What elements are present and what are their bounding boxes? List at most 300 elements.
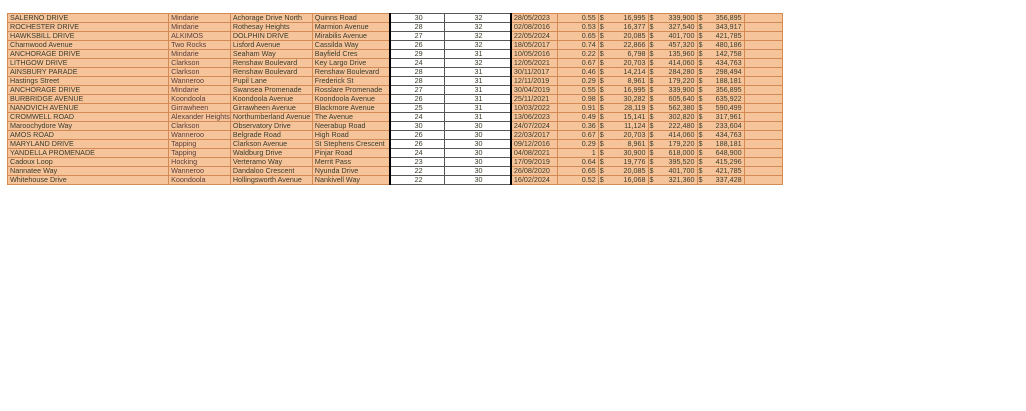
amount-cell-2[interactable] (648, 41, 697, 50)
date-cell[interactable]: 12/05/2021 (511, 59, 558, 68)
value-cell-1[interactable]: 30 (390, 122, 445, 131)
empty-cell[interactable] (744, 149, 782, 158)
street-cell[interactable]: BURBRIDGE AVENUE (8, 95, 169, 104)
empty-cell[interactable] (744, 140, 782, 149)
amount-cell-1[interactable] (598, 77, 648, 86)
currency-symbol: $ (649, 22, 654, 31)
from-street-cell[interactable]: Rothesay Heights (230, 23, 312, 32)
currency-symbol: $ (599, 130, 604, 139)
to-street-cell[interactable]: Quinns Road (312, 14, 390, 23)
table-row (8, 122, 1026, 131)
currency-symbol: $ (698, 67, 703, 76)
street-cell[interactable]: Cadoux Loop (8, 158, 169, 167)
value-cell-2[interactable]: 30 (445, 158, 511, 167)
value-cell-1[interactable]: 24 (390, 113, 445, 122)
value-cell-2[interactable]: 32 (445, 23, 511, 32)
value-cell-1[interactable]: 25 (390, 104, 445, 113)
suburb-cell[interactable]: Clarkson (169, 68, 231, 77)
empty-cell[interactable] (744, 23, 782, 32)
value-cell-1[interactable]: 24 (390, 59, 445, 68)
empty-cell[interactable] (744, 77, 782, 86)
from-street-cell[interactable]: Observatory Drive (230, 122, 312, 131)
empty-cell[interactable] (744, 86, 782, 95)
ratio-cell[interactable]: 0.74 (557, 41, 598, 50)
amount-value: 6,798 (627, 49, 646, 58)
currency-symbol: $ (599, 85, 604, 94)
amount-value: 339,900 (668, 13, 695, 22)
amount-cell-3[interactable] (697, 50, 744, 59)
amount-cell-2[interactable] (648, 59, 697, 68)
street-cell[interactable]: ANCHORAGE DRIVE (8, 50, 169, 59)
table-row (8, 158, 1026, 167)
from-street-cell[interactable]: Clarkson Avenue (230, 140, 312, 149)
currency-symbol: $ (599, 148, 604, 157)
suburb-cell[interactable]: Girrawheen (169, 104, 231, 113)
suburb-cell[interactable]: Two Rocks (169, 41, 231, 50)
to-street-cell[interactable]: Frederick St (312, 77, 390, 86)
suburb-cell[interactable]: Tapping (169, 149, 231, 158)
to-street-cell[interactable]: The Avenue (312, 113, 390, 122)
empty-cell[interactable] (744, 14, 782, 23)
date-cell[interactable]: 16/02/2024 (511, 176, 558, 185)
ratio-cell[interactable]: 0.67 (557, 131, 598, 140)
from-street-cell[interactable]: Hollingsworth Avenue (230, 176, 312, 185)
amount-cell-2[interactable] (648, 14, 697, 23)
amount-value: 590,499 (715, 103, 742, 112)
street-cell[interactable]: YANDELLA PROMENADE (8, 149, 169, 158)
amount-cell-2[interactable] (648, 104, 697, 113)
to-street-cell[interactable]: Pinjar Road (312, 149, 390, 158)
date-cell[interactable]: 10/05/2016 (511, 50, 558, 59)
to-street-cell[interactable]: Neerabup Road (312, 122, 390, 131)
currency-symbol: $ (649, 49, 654, 58)
amount-cell-2[interactable] (648, 50, 697, 59)
value-cell-2[interactable]: 32 (445, 14, 511, 23)
amount-cell-3[interactable] (697, 167, 744, 176)
to-street-cell[interactable]: Rosslare Promenade (312, 86, 390, 95)
suburb-cell[interactable]: Mindarie (169, 50, 231, 59)
amount-cell-1[interactable] (598, 41, 648, 50)
date-cell[interactable]: 22/05/2024 (511, 32, 558, 41)
amount-cell-1[interactable] (598, 23, 648, 32)
date-cell[interactable]: 18/05/2017 (511, 41, 558, 50)
amount-cell-3[interactable] (697, 149, 744, 158)
street-cell[interactable]: AMOS ROAD (8, 131, 169, 140)
currency-symbol: $ (698, 157, 703, 166)
amount-cell-3[interactable] (697, 122, 744, 131)
amount-cell-2[interactable] (648, 32, 697, 41)
suburb-cell[interactable]: Koondoola (169, 95, 231, 104)
value-cell-2[interactable]: 30 (445, 167, 511, 176)
from-street-cell[interactable]: Koondoola Avenue (230, 95, 312, 104)
date-cell[interactable]: 12/11/2019 (511, 77, 558, 86)
amount-cell-3[interactable] (697, 158, 744, 167)
ratio-cell[interactable]: 0.22 (557, 50, 598, 59)
amount-cell-1[interactable] (598, 59, 648, 68)
table-row (8, 32, 1026, 41)
amount-cell-3[interactable] (697, 32, 744, 41)
value-cell-2[interactable]: 31 (445, 113, 511, 122)
ratio-cell[interactable]: 0.67 (557, 59, 598, 68)
amount-value: 321,360 (668, 175, 695, 184)
value-cell-2[interactable]: 31 (445, 104, 511, 113)
currency-symbol: $ (698, 121, 703, 130)
amount-value: 16,377 (623, 22, 646, 31)
suburb-cell[interactable]: Mindarie (169, 23, 231, 32)
street-cell[interactable]: NANOVICH AVENUE (8, 104, 169, 113)
amount-value: 135,960 (668, 49, 695, 58)
amount-cell-2[interactable] (648, 68, 697, 77)
street-cell[interactable]: HAWKSBILL DRIVE (8, 32, 169, 41)
street-cell[interactable]: MARYLAND DRIVE (8, 140, 169, 149)
ratio-cell[interactable]: 0.91 (557, 104, 598, 113)
to-street-cell[interactable]: High Road (312, 131, 390, 140)
ratio-cell[interactable]: 0.46 (557, 68, 598, 77)
amount-cell-2[interactable] (648, 167, 697, 176)
amount-value: 337,428 (715, 175, 742, 184)
from-street-cell[interactable]: Achorage Drive North (230, 14, 312, 23)
suburb-cell[interactable]: Wanneroo (169, 131, 231, 140)
value-cell-2[interactable]: 31 (445, 50, 511, 59)
table-row (8, 50, 1026, 59)
amount-cell-1[interactable] (598, 104, 648, 113)
street-cell[interactable]: AINSBURY PARADE (8, 68, 169, 77)
date-cell[interactable]: 22/03/2017 (511, 131, 558, 140)
empty-cell[interactable] (744, 59, 782, 68)
value-cell-2[interactable]: 30 (445, 176, 511, 185)
amount-cell-2[interactable] (648, 95, 697, 104)
value-cell-2[interactable]: 31 (445, 95, 511, 104)
value-cell-1[interactable]: 22 (390, 176, 445, 185)
currency-symbol: $ (599, 22, 604, 31)
empty-cell[interactable] (744, 41, 782, 50)
date-cell[interactable]: 25/11/2021 (511, 95, 558, 104)
table-row (8, 131, 1026, 140)
value-cell-1[interactable]: 27 (390, 86, 445, 95)
to-street-cell[interactable]: Merrit Pass (312, 158, 390, 167)
value-cell-2[interactable]: 32 (445, 41, 511, 50)
amount-cell-3[interactable] (697, 95, 744, 104)
amount-cell-3[interactable] (697, 140, 744, 149)
ratio-cell[interactable]: 0.65 (557, 167, 598, 176)
amount-cell-1[interactable] (598, 167, 648, 176)
street-cell[interactable]: Nannatee Way (8, 167, 169, 176)
amount-cell-3[interactable] (697, 14, 744, 23)
currency-symbol: $ (698, 130, 703, 139)
ratio-cell[interactable]: 0.55 (557, 14, 598, 23)
currency-symbol: $ (649, 175, 654, 184)
to-street-cell[interactable]: St Stephens Crescent (312, 140, 390, 149)
value-cell-1[interactable]: 28 (390, 23, 445, 32)
amount-cell-3[interactable] (697, 176, 744, 185)
amount-value: 457,320 (668, 40, 695, 49)
amount-value: 421,785 (715, 31, 742, 40)
amount-cell-1[interactable] (598, 32, 648, 41)
ratio-cell[interactable]: 0.65 (557, 32, 598, 41)
amount-value: 284,280 (668, 67, 695, 76)
suburb-cell[interactable]: Koondoola (169, 176, 231, 185)
currency-symbol: $ (649, 31, 654, 40)
value-cell-1[interactable]: 26 (390, 131, 445, 140)
table-row (8, 68, 1026, 77)
amount-value: 415,296 (715, 157, 742, 166)
value-cell-1[interactable]: 26 (390, 95, 445, 104)
from-street-cell[interactable]: DOLPHIN DRIVE (230, 32, 312, 41)
table-row (8, 77, 1026, 86)
empty-cell[interactable] (744, 158, 782, 167)
value-cell-1[interactable]: 27 (390, 32, 445, 41)
amount-cell-1[interactable] (598, 95, 648, 104)
empty-cell[interactable] (744, 68, 782, 77)
suburb-cell[interactable]: Mindarie (169, 86, 231, 95)
currency-symbol: $ (599, 13, 604, 22)
street-cell[interactable]: LITHGOW DRIVE (8, 59, 169, 68)
date-cell[interactable]: 09/12/2016 (511, 140, 558, 149)
currency-symbol: $ (599, 175, 604, 184)
amount-cell-3[interactable] (697, 86, 744, 95)
currency-symbol: $ (599, 40, 604, 49)
currency-symbol: $ (698, 49, 703, 58)
spreadsheet-body (8, 14, 1026, 185)
to-street-cell[interactable]: Koondoola Avenue (312, 95, 390, 104)
currency-symbol: $ (649, 76, 654, 85)
from-street-cell[interactable]: Lisford Avenue (230, 41, 312, 50)
suburb-cell[interactable]: Wanneroo (169, 77, 231, 86)
street-cell[interactable]: Maroochydore Way (8, 122, 169, 131)
empty-cell[interactable] (744, 122, 782, 131)
amount-cell-2[interactable] (648, 122, 697, 131)
currency-symbol: $ (649, 121, 654, 130)
empty-cell[interactable] (744, 32, 782, 41)
suburb-cell[interactable]: Alexander Heights (169, 113, 231, 122)
amount-cell-2[interactable] (648, 158, 697, 167)
to-street-cell[interactable]: Nankivell Way (312, 176, 390, 185)
suburb-cell[interactable]: Mindarie (169, 14, 231, 23)
currency-symbol: $ (649, 58, 654, 67)
currency-symbol: $ (698, 40, 703, 49)
table-row (8, 113, 1026, 122)
from-street-cell[interactable]: Seaham Way (230, 50, 312, 59)
currency-symbol: $ (649, 148, 654, 157)
amount-cell-1[interactable] (598, 50, 648, 59)
value-cell-1[interactable]: 28 (390, 68, 445, 77)
amount-cell-1[interactable] (598, 14, 648, 23)
date-cell[interactable]: 24/07/2024 (511, 122, 558, 131)
amount-cell-2[interactable] (648, 86, 697, 95)
amount-value: 179,220 (668, 76, 695, 85)
amount-cell-1[interactable] (598, 158, 648, 167)
amount-cell-3[interactable] (697, 59, 744, 68)
amount-value: 233,604 (715, 121, 742, 130)
value-cell-1[interactable]: 28 (390, 77, 445, 86)
empty-cell[interactable] (744, 113, 782, 122)
ratio-cell[interactable]: 0.98 (557, 95, 598, 104)
amount-cell-3[interactable] (697, 104, 744, 113)
table-row (8, 176, 1026, 185)
amount-value: 28,119 (624, 103, 646, 112)
street-cell[interactable]: ROCHESTER DRIVE (8, 23, 169, 32)
currency-symbol: $ (649, 40, 654, 49)
to-street-cell[interactable]: Key Largo Drive (312, 59, 390, 68)
currency-symbol: $ (698, 139, 703, 148)
amount-cell-1[interactable] (598, 176, 648, 185)
date-cell[interactable]: 30/04/2019 (511, 86, 558, 95)
date-cell[interactable]: 04/08/2021 (511, 149, 558, 158)
amount-cell-1[interactable] (598, 131, 648, 140)
ratio-cell[interactable]: 0.29 (557, 77, 598, 86)
value-cell-2[interactable]: 30 (445, 131, 511, 140)
amount-cell-3[interactable] (697, 77, 744, 86)
value-cell-1[interactable]: 24 (390, 149, 445, 158)
empty-cell[interactable] (744, 95, 782, 104)
amount-value: 356,895 (715, 85, 742, 94)
amount-value: 421,785 (715, 166, 742, 175)
amount-value: 19,776 (623, 157, 646, 166)
to-street-cell[interactable]: Mirabilis Avenue (312, 32, 390, 41)
empty-cell[interactable] (744, 104, 782, 113)
empty-cell[interactable] (744, 50, 782, 59)
value-cell-2[interactable]: 32 (445, 59, 511, 68)
value-cell-2[interactable]: 30 (445, 122, 511, 131)
value-cell-2[interactable]: 31 (445, 86, 511, 95)
date-cell[interactable]: 17/09/2019 (511, 158, 558, 167)
empty-cell[interactable] (744, 167, 782, 176)
amount-value: 401,700 (668, 166, 695, 175)
amount-value: 414,060 (668, 130, 695, 139)
amount-cell-3[interactable] (697, 68, 744, 77)
street-cell[interactable]: SALERNO DRIVE (8, 14, 169, 23)
date-cell[interactable]: 10/03/2022 (511, 104, 558, 113)
amount-cell-1[interactable] (598, 122, 648, 131)
from-street-cell[interactable]: Renshaw Boulevard (230, 68, 312, 77)
from-street-cell[interactable]: Swansea Promenade (230, 86, 312, 95)
value-cell-1[interactable]: 26 (390, 41, 445, 50)
amount-cell-2[interactable] (648, 23, 697, 32)
amount-cell-2[interactable] (648, 176, 697, 185)
to-street-cell[interactable]: Marmion Avenue (312, 23, 390, 32)
from-street-cell[interactable]: Belgrade Road (230, 131, 312, 140)
value-cell-2[interactable]: 30 (445, 149, 511, 158)
empty-cell[interactable] (744, 131, 782, 140)
from-street-cell[interactable]: Girrawheen Avenue (230, 104, 312, 113)
amount-cell-2[interactable] (648, 149, 697, 158)
amount-value: 480,186 (715, 40, 742, 49)
currency-symbol: $ (649, 139, 654, 148)
ratio-cell[interactable]: 0.36 (557, 122, 598, 131)
amount-value: 16,068 (623, 175, 646, 184)
currency-symbol: $ (599, 121, 604, 130)
amount-value: 22,866 (623, 40, 646, 49)
amount-cell-1[interactable] (598, 140, 648, 149)
amount-cell-3[interactable] (697, 23, 744, 32)
suburb-cell[interactable]: Clarkson (169, 59, 231, 68)
ratio-cell[interactable]: 0.52 (557, 176, 598, 185)
value-cell-2[interactable]: 31 (445, 68, 511, 77)
ratio-cell[interactable]: 0.53 (557, 23, 598, 32)
date-cell[interactable]: 13/06/2023 (511, 113, 558, 122)
to-street-cell[interactable]: Cassilda Way (312, 41, 390, 50)
value-cell-1[interactable]: 23 (390, 158, 445, 167)
from-street-cell[interactable]: Pupil Lane (230, 77, 312, 86)
amount-cell-2[interactable] (648, 77, 697, 86)
empty-cell[interactable] (744, 176, 782, 185)
amount-value: 414,060 (668, 58, 695, 67)
from-street-cell[interactable]: Waldburg Drive (230, 149, 312, 158)
to-street-cell[interactable]: Bayfield Cres (312, 50, 390, 59)
street-cell[interactable]: Hastings Street (8, 77, 169, 86)
amount-value: 14,214 (623, 67, 646, 76)
ratio-cell[interactable]: 0.49 (557, 113, 598, 122)
date-cell[interactable]: 26/08/2020 (511, 167, 558, 176)
street-cell[interactable]: Whitehouse Drive (8, 176, 169, 185)
street-cell[interactable]: ANCHORAGE DRIVE (8, 86, 169, 95)
amount-cell-1[interactable] (598, 149, 648, 158)
to-street-cell[interactable]: Renshaw Boulevard (312, 68, 390, 77)
currency-symbol: $ (599, 31, 604, 40)
street-cell[interactable]: Charnwood Avenue (8, 41, 169, 50)
amount-cell-2[interactable] (648, 140, 697, 149)
amount-cell-1[interactable] (598, 86, 648, 95)
suburb-cell[interactable]: Hocking (169, 158, 231, 167)
street-cell[interactable]: CROMWELL ROAD (8, 113, 169, 122)
value-cell-1[interactable]: 29 (390, 50, 445, 59)
currency-symbol: $ (698, 175, 703, 184)
amount-cell-3[interactable] (697, 131, 744, 140)
from-street-cell[interactable]: Renshaw Boulevard (230, 59, 312, 68)
currency-symbol: $ (649, 67, 654, 76)
value-cell-2[interactable]: 30 (445, 140, 511, 149)
amount-value: 20,085 (623, 166, 646, 175)
suburb-cell[interactable]: ALKIMOS (169, 32, 231, 41)
to-street-cell[interactable]: Blackmore Avenue (312, 104, 390, 113)
to-street-cell[interactable]: Nyunda Drive (312, 167, 390, 176)
value-cell-2[interactable]: 31 (445, 77, 511, 86)
ratio-cell[interactable]: 0.64 (557, 158, 598, 167)
amount-cell-2[interactable] (648, 113, 697, 122)
currency-symbol: $ (698, 31, 703, 40)
amount-cell-3[interactable] (697, 41, 744, 50)
currency-symbol: $ (698, 148, 703, 157)
value-cell-1[interactable]: 26 (390, 140, 445, 149)
table-row (8, 86, 1026, 95)
date-cell[interactable]: 28/05/2023 (511, 14, 558, 23)
suburb-cell[interactable]: Tapping (169, 140, 231, 149)
amount-cell-3[interactable] (697, 113, 744, 122)
from-street-cell[interactable]: Dandaloo Crescent (230, 167, 312, 176)
from-street-cell[interactable]: Verteramo Way (230, 158, 312, 167)
ratio-cell[interactable]: 0.55 (557, 86, 598, 95)
currency-symbol: $ (649, 130, 654, 139)
ratio-cell[interactable]: 1 (557, 149, 598, 158)
from-street-cell[interactable]: Northumberland Avenue (230, 113, 312, 122)
suburb-cell[interactable]: Clarkson (169, 122, 231, 131)
amount-cell-1[interactable] (598, 113, 648, 122)
amount-cell-1[interactable] (598, 68, 648, 77)
suburb-cell[interactable]: Wanneroo (169, 167, 231, 176)
amount-cell-2[interactable] (648, 131, 697, 140)
value-cell-1[interactable]: 30 (390, 14, 445, 23)
ratio-cell[interactable]: 0.29 (557, 140, 598, 149)
date-cell[interactable]: 30/11/2017 (511, 68, 558, 77)
amount-value: 317,961 (715, 112, 742, 121)
value-cell-1[interactable]: 22 (390, 167, 445, 176)
currency-symbol: $ (649, 94, 654, 103)
currency-symbol: $ (698, 166, 703, 175)
currency-symbol: $ (599, 49, 604, 58)
currency-symbol: $ (599, 76, 604, 85)
date-cell[interactable]: 02/08/2016 (511, 23, 558, 32)
value-cell-2[interactable]: 32 (445, 32, 511, 41)
